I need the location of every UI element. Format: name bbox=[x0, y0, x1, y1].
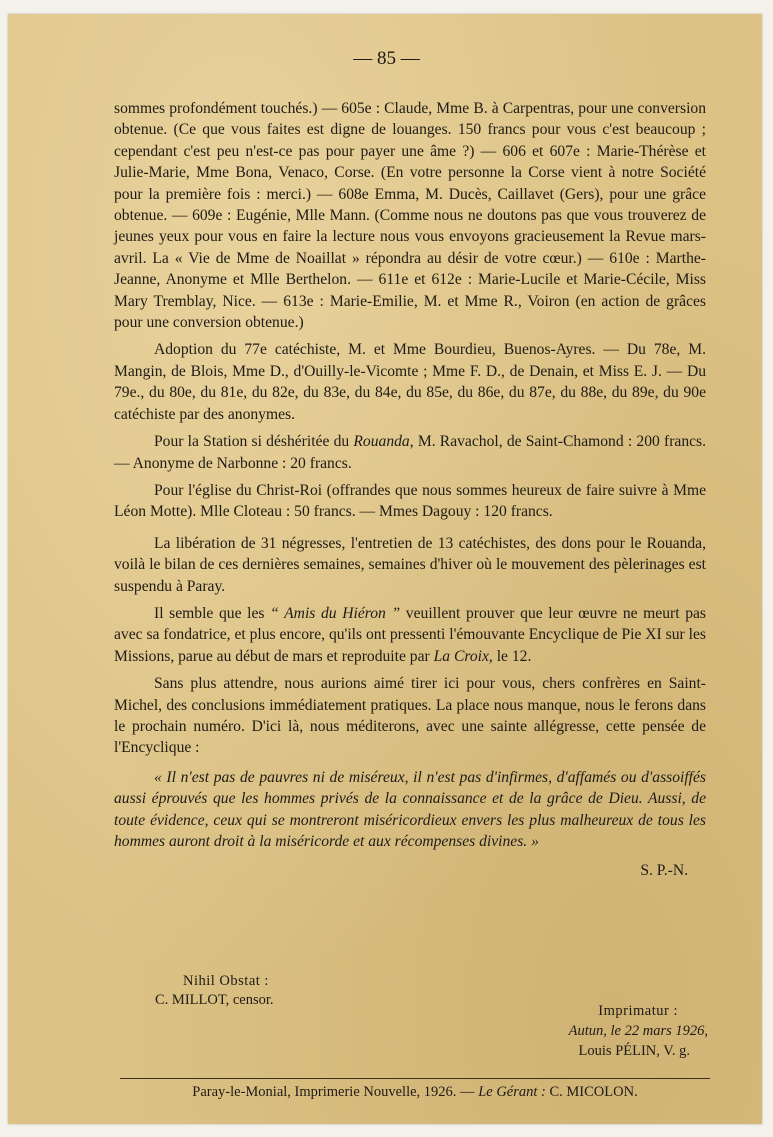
imprimatur-label: Imprimatur : bbox=[598, 1003, 678, 1019]
paragraph-rouanda: Pour la Station si déshéritée du Rouanda, M. Ravachol, de Saint-Chamond : 200 francs. — Anonyme de Narbonne : 20 francs. bbox=[114, 433, 706, 472]
encyclical-quote: « Il n'est pas de pauvres ni de miséreux, il n'est pas d'infirmes, d'affamés ou d'assoiffés aussi éprouvés que les hommes privés de la connaissance et de la grâce de Dieu. Aussi, de toute évidence, ceux qui se montreront miséricordieux envers les plus malheureux de tous les hommes auront droit à la miséricorde et aux récompenses divines. » bbox=[114, 768, 706, 850]
gerant-label: Le Gérant : bbox=[478, 1084, 546, 1100]
page-number: — 85 — bbox=[353, 48, 420, 69]
printer-footer bbox=[120, 1084, 710, 1101]
paragraph-catechists: Adoption du 77e catéchiste, M. et Mme Bourdieu, Buenos-Ayres. — Du 78e, M. Mangin, de Blois, Mme D., d'Ouilly-le-Vicomte ; Mme F. D., de Denain, et Miss E. J. — Du 79e., du 80e, du 81e, du 82e, du 83e, du 84e, du 85e, du 86e, du 87e, du 88e, du 89e, du 90e catéchiste par des anonymes. bbox=[114, 341, 706, 423]
footer-rule bbox=[120, 1078, 710, 1079]
nihil-obstat bbox=[155, 972, 274, 1010]
imprimatur-name: Louis PÉLIN, V. g. bbox=[578, 1043, 690, 1059]
paragraph-christ-roi: Pour l'église du Christ-Roi (offrandes que nous sommes heureux de faire suivre à Mme Léon Motte). Mlle Cloteau : 50 francs. — Mmes Dagouy : 120 francs. bbox=[114, 481, 706, 521]
paragraph-liberation: La libération de 31 négresses, l'entretien de 13 catéchistes, des dons pour le Rouanda, voilà le bilan de ces dernières semaines, semaines d'hiver où le mouvement des pèlerinages est suspendu à Paray. bbox=[114, 534, 706, 595]
article-body bbox=[114, 98, 706, 882]
gerant-name: C. MICOLON. bbox=[545, 1084, 638, 1100]
imprimatur-place-date: Autun, le 22 mars 1926, bbox=[568, 1023, 708, 1039]
nihil-obstat-label: Nihil Obstat : bbox=[183, 973, 269, 989]
signature: S. P.-N. bbox=[640, 862, 688, 880]
paragraph-conclusions: Sans plus attendre, nous aurions aimé tirer ici pour vous, chers confrères en Saint-Michel, des conclusions immédiatement pratiques. La place nous manque, nous le ferons dans le prochain numéro. D'ici là, nous méditerons, avec une sainte allégresse, cette pensée de l'Encyclique : bbox=[114, 675, 706, 757]
printer-info: Paray-le-Monial, Imprimerie Nouvelle, 1926. — bbox=[192, 1084, 479, 1100]
censor-name: C. MILLOT, censor. bbox=[155, 992, 274, 1008]
imprimatur bbox=[480, 1001, 708, 1061]
paragraph-donations: sommes profondément touchés.) — 605e : Claude, Mme B. à Carpentras, pour une conversion obtenue. (Ce que vous faites est digne de louanges. 150 francs pour vous c'est beaucoup ; cependant c'est peu n'est-ce pas pour payer une âme ?) — 606 et 607e : Marie-Thérèse et Julie-Marie, Mme Bona, Venaco, Corse. (En votre personne la Corse vient à notre Société pour la première fois : merci.) — 608e Emma, M. Ducès, Caillavet (Gers), pour une grâce obtenue. — 609e : Eugénie, Mlle Mann. (Comme nous ne doutons pas que vous trouverez de jeunes yeux pour vous en faire la lecture nous vous envoyons gracieusement la Revue mars-avril. La « Vie de Mme de Noaillat » répondra au désir de votre cœur.) — 610e : Marthe-Jeanne, Anonyme et Mlle Berthelon. — 611e et 612e : Marie-Lucile et Marie-Cécile, Miss Mary Tremblay, Nice. — 613e : Marie-Emilie, M. et Mme R., Voiron (en action de grâces pour une conversion obtenue.) bbox=[114, 100, 706, 332]
paragraph-amis-hieron: Il semble que les “ Amis du Hiéron ” veuillent prouver que leur œuvre ne meurt pas avec sa fondatrice, et plus encore, qu'ils ont pressenti l'émouvante Encyclique de Pie XI sur les Missions, parue au début de mars et reproduite par La Croix, le 12. bbox=[114, 604, 706, 665]
